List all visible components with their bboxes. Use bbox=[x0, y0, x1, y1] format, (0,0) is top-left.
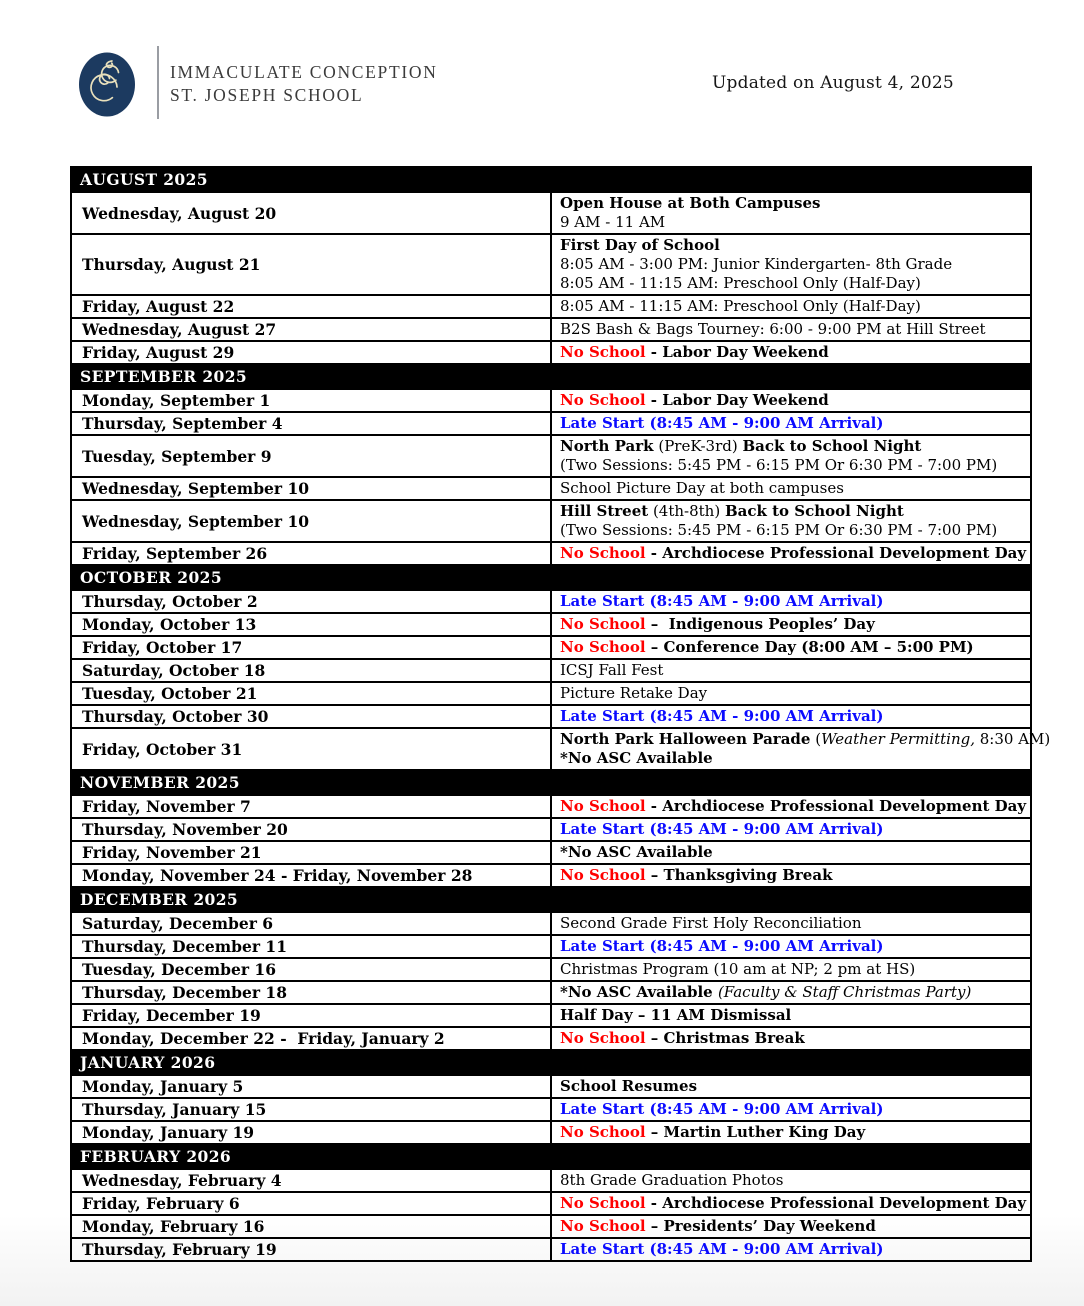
event-description-cell bbox=[551, 841, 1031, 864]
calendar-event-row bbox=[71, 435, 1031, 477]
event-description-line: Christmas Program (10 am at NP; 2 pm at HS) bbox=[560, 960, 916, 978]
calendar-event-row bbox=[71, 935, 1031, 958]
event-description-line: School Picture Day at both campuses bbox=[560, 479, 844, 497]
event-description-cell bbox=[551, 1192, 1031, 1215]
event-description-line: Picture Retake Day bbox=[560, 684, 708, 702]
event-date-cell: Thursday, February 19 bbox=[71, 1238, 551, 1261]
event-date-cell: Monday, November 24 - Friday, November 28 bbox=[71, 864, 551, 887]
calendar-event-row bbox=[71, 1027, 1031, 1050]
calendar-event-row bbox=[71, 1238, 1031, 1261]
event-description-cell bbox=[551, 682, 1031, 705]
event-description-line: No School - Labor Day Weekend bbox=[560, 391, 829, 409]
event-description-cell bbox=[551, 1169, 1031, 1192]
event-description-line: 8:05 AM - 3:00 PM: Junior Kindergarten- 8th Grade bbox=[560, 255, 953, 273]
calendar-event-row bbox=[71, 981, 1031, 1004]
calendar-event-row bbox=[71, 795, 1031, 818]
calendar-event-row bbox=[71, 841, 1031, 864]
event-description-line: Second Grade First Holy Reconciliation bbox=[560, 914, 862, 932]
event-date-cell: Wednesday, September 10 bbox=[71, 477, 551, 500]
event-date-cell: Friday, November 21 bbox=[71, 841, 551, 864]
event-description-line: No School – Presidents’ Day Weekend bbox=[560, 1217, 876, 1235]
calendar-event-row bbox=[71, 412, 1031, 435]
event-description-line: No School – Martin Luther King Day bbox=[560, 1123, 866, 1141]
event-description-cell bbox=[551, 864, 1031, 887]
school-name-line2: ST. JOSEPH SCHOOL bbox=[170, 85, 364, 105]
calendar-event-row bbox=[71, 542, 1031, 565]
event-description-line: No School – Indigenous Peoples’ Day bbox=[560, 615, 875, 633]
school-name-line1: IMMACULATE CONCEPTION bbox=[170, 62, 438, 82]
event-description-line: Open House at Both Campuses bbox=[560, 194, 821, 212]
event-date-cell: Monday, February 16 bbox=[71, 1215, 551, 1238]
event-description-line: Half Day – 11 AM Dismissal bbox=[560, 1006, 792, 1024]
calendar-event-row bbox=[71, 636, 1031, 659]
event-description-cell bbox=[551, 234, 1031, 295]
event-description-line: 8:05 AM - 11:15 AM: Preschool Only (Half-Day) bbox=[560, 274, 921, 292]
event-description-cell bbox=[551, 542, 1031, 565]
month-header-row bbox=[71, 1144, 1031, 1169]
event-date-cell: Thursday, October 2 bbox=[71, 590, 551, 613]
event-description-cell bbox=[551, 590, 1031, 613]
calendar-event-row bbox=[71, 659, 1031, 682]
event-description-line: Late Start (8:45 AM - 9:00 AM Arrival) bbox=[560, 820, 884, 838]
event-description-cell bbox=[551, 659, 1031, 682]
school-logo bbox=[78, 51, 136, 118]
event-description-cell bbox=[551, 705, 1031, 728]
event-description-line: Hill Street (4th-8th) Back to School Night bbox=[560, 502, 904, 520]
calendar-event-row bbox=[71, 1121, 1031, 1144]
event-description-cell bbox=[551, 818, 1031, 841]
month-header-label: JANUARY 2026 bbox=[71, 1050, 1031, 1075]
event-description-line: B2S Bash & Bags Tourney: 6:00 - 9:00 PM at Hill Street bbox=[560, 320, 986, 338]
event-description-cell bbox=[551, 1215, 1031, 1238]
calendar-event-row bbox=[71, 864, 1031, 887]
month-header-label: OCTOBER 2025 bbox=[71, 565, 1031, 590]
calendar-table-body bbox=[71, 167, 1051, 1261]
event-description-cell bbox=[551, 318, 1031, 341]
event-date-cell: Thursday, December 11 bbox=[71, 935, 551, 958]
event-date-cell: Friday, October 17 bbox=[71, 636, 551, 659]
calendar-event-row bbox=[71, 1192, 1031, 1215]
calendar-event-row bbox=[71, 1004, 1031, 1027]
calendar-event-row bbox=[71, 818, 1031, 841]
event-description-cell bbox=[551, 636, 1031, 659]
event-date-cell: Saturday, December 6 bbox=[71, 912, 551, 935]
event-description-line: No School - Archdiocese Professional Development Day bbox=[560, 797, 1027, 815]
calendar-event-row bbox=[71, 1169, 1031, 1192]
event-date-cell: Thursday, September 4 bbox=[71, 412, 551, 435]
calendar-event-row bbox=[71, 500, 1031, 542]
event-description-line: (Two Sessions: 5:45 PM - 6:15 PM Or 6:30 PM - 7:00 PM) bbox=[560, 456, 998, 474]
event-description-line: School Resumes bbox=[560, 1077, 698, 1095]
event-description-cell bbox=[551, 1027, 1031, 1050]
month-header-row bbox=[71, 364, 1031, 389]
calendar-event-row bbox=[71, 1098, 1031, 1121]
month-header-row bbox=[71, 1050, 1031, 1075]
event-date-cell: Wednesday, August 20 bbox=[71, 192, 551, 234]
event-date-cell: Thursday, November 20 bbox=[71, 818, 551, 841]
event-date-cell: Tuesday, October 21 bbox=[71, 682, 551, 705]
event-description-cell bbox=[551, 912, 1031, 935]
event-date-cell: Monday, October 13 bbox=[71, 613, 551, 636]
event-description-cell bbox=[551, 341, 1031, 364]
event-description-cell bbox=[551, 613, 1031, 636]
event-description-line: *No ASC Available (Faculty & Staff Christmas Party) bbox=[560, 983, 972, 1001]
event-date-cell: Thursday, August 21 bbox=[71, 234, 551, 295]
event-description-line: ICSJ Fall Fest bbox=[560, 661, 664, 679]
event-description-line: No School - Archdiocese Professional Development Day bbox=[560, 1194, 1027, 1212]
event-description-line: Late Start (8:45 AM - 9:00 AM Arrival) bbox=[560, 707, 884, 725]
icsj-oval-crest-icon bbox=[78, 51, 136, 118]
event-description-cell bbox=[551, 795, 1031, 818]
event-description-line: *No ASC Available bbox=[560, 843, 713, 861]
event-description-line: Late Start (8:45 AM - 9:00 AM Arrival) bbox=[560, 937, 884, 955]
calendar-event-row bbox=[71, 341, 1031, 364]
event-description-cell bbox=[551, 192, 1031, 234]
event-date-cell: Tuesday, December 16 bbox=[71, 958, 551, 981]
event-description-line: North Park (PreK-3rd) Back to School Night bbox=[560, 437, 922, 455]
event-description-cell bbox=[551, 1004, 1031, 1027]
event-description-cell bbox=[551, 958, 1031, 981]
event-date-cell: Friday, October 31 bbox=[71, 728, 551, 770]
event-description-line: No School – Conference Day (8:00 AM – 5:00 PM) bbox=[560, 638, 974, 656]
calendar-event-row bbox=[71, 477, 1031, 500]
school-calendar-table bbox=[70, 166, 1051, 1262]
event-date-cell: Friday, February 6 bbox=[71, 1192, 551, 1215]
event-description-cell bbox=[551, 295, 1031, 318]
month-header-label: SEPTEMBER 2025 bbox=[71, 364, 1031, 389]
event-date-cell: Monday, December 22 - Friday, January 2 bbox=[71, 1027, 551, 1050]
event-description-line: Late Start (8:45 AM - 9:00 AM Arrival) bbox=[560, 1100, 884, 1118]
month-header-label: AUGUST 2025 bbox=[71, 167, 1031, 192]
event-description-cell bbox=[551, 935, 1031, 958]
calendar-event-row bbox=[71, 958, 1031, 981]
event-date-cell: Monday, January 19 bbox=[71, 1121, 551, 1144]
event-description-cell bbox=[551, 412, 1031, 435]
event-date-cell: Monday, January 5 bbox=[71, 1075, 551, 1098]
event-date-cell: Friday, August 29 bbox=[71, 341, 551, 364]
calendar-event-row bbox=[71, 590, 1031, 613]
event-date-cell: Friday, November 7 bbox=[71, 795, 551, 818]
calendar-event-row bbox=[71, 705, 1031, 728]
calendar-event-row bbox=[71, 613, 1031, 636]
month-header-label: NOVEMBER 2025 bbox=[71, 770, 1031, 795]
event-description-line: North Park Halloween Parade (Weather Permitting, 8:30 AM) bbox=[560, 730, 1051, 748]
event-description-line: 8th Grade Graduation Photos bbox=[560, 1171, 784, 1189]
event-description-line: Late Start (8:45 AM - 9:00 AM Arrival) bbox=[560, 592, 884, 610]
month-header-row bbox=[71, 770, 1031, 795]
event-date-cell: Wednesday, September 10 bbox=[71, 500, 551, 542]
event-description-cell bbox=[551, 500, 1031, 542]
calendar-event-row bbox=[71, 912, 1031, 935]
event-description-cell bbox=[551, 1238, 1031, 1261]
calendar-event-row bbox=[71, 234, 1031, 295]
event-description-line: *No ASC Available bbox=[560, 749, 713, 767]
month-header-label: FEBRUARY 2026 bbox=[71, 1144, 1031, 1169]
calendar-event-row bbox=[71, 728, 1031, 770]
month-header-label: DECEMBER 2025 bbox=[71, 887, 1031, 912]
event-description-line: (Two Sessions: 5:45 PM - 6:15 PM Or 6:30 PM - 7:00 PM) bbox=[560, 521, 998, 539]
month-header-row bbox=[71, 887, 1031, 912]
month-header-row bbox=[71, 167, 1031, 192]
event-description-cell bbox=[551, 1075, 1031, 1098]
event-description-cell bbox=[551, 728, 1051, 770]
event-date-cell: Friday, December 19 bbox=[71, 1004, 551, 1027]
event-description-cell bbox=[551, 389, 1031, 412]
event-description-line: First Day of School bbox=[560, 236, 720, 254]
calendar-event-row bbox=[71, 295, 1031, 318]
event-date-cell: Thursday, December 18 bbox=[71, 981, 551, 1004]
event-date-cell: Monday, September 1 bbox=[71, 389, 551, 412]
event-date-cell: Friday, September 26 bbox=[71, 542, 551, 565]
event-date-cell: Saturday, October 18 bbox=[71, 659, 551, 682]
month-header-row bbox=[71, 565, 1031, 590]
event-description-line: No School – Christmas Break bbox=[560, 1029, 805, 1047]
calendar-event-row bbox=[71, 682, 1031, 705]
event-description-line: No School - Labor Day Weekend bbox=[560, 343, 829, 361]
event-date-cell: Friday, August 22 bbox=[71, 295, 551, 318]
school-name bbox=[170, 61, 438, 107]
calendar-event-row bbox=[71, 1075, 1031, 1098]
event-description-line: Late Start (8:45 AM - 9:00 AM Arrival) bbox=[560, 414, 884, 432]
event-description-line: 9 AM - 11 AM bbox=[560, 213, 666, 231]
event-description-line: No School - Archdiocese Professional Development Day bbox=[560, 544, 1027, 562]
event-description-line: 8:05 AM - 11:15 AM: Preschool Only (Half-Day) bbox=[560, 297, 921, 315]
event-date-cell: Thursday, October 30 bbox=[71, 705, 551, 728]
calendar-event-row bbox=[71, 389, 1031, 412]
calendar-event-row bbox=[71, 192, 1031, 234]
event-description-cell bbox=[551, 1098, 1031, 1121]
event-date-cell: Tuesday, September 9 bbox=[71, 435, 551, 477]
event-description-cell bbox=[551, 981, 1031, 1004]
event-date-cell: Wednesday, August 27 bbox=[71, 318, 551, 341]
event-description-line: Late Start (8:45 AM - 9:00 AM Arrival) bbox=[560, 1240, 884, 1258]
calendar-event-row bbox=[71, 318, 1031, 341]
calendar-event-row bbox=[71, 1215, 1031, 1238]
event-date-cell: Wednesday, February 4 bbox=[71, 1169, 551, 1192]
event-description-line: No School – Thanksgiving Break bbox=[560, 866, 833, 884]
updated-date-label: Updated on August 4, 2025 bbox=[712, 73, 954, 93]
event-date-cell: Thursday, January 15 bbox=[71, 1098, 551, 1121]
event-description-cell bbox=[551, 477, 1031, 500]
logo-text-divider bbox=[157, 46, 159, 119]
event-description-cell bbox=[551, 1121, 1031, 1144]
event-description-cell bbox=[551, 435, 1031, 477]
